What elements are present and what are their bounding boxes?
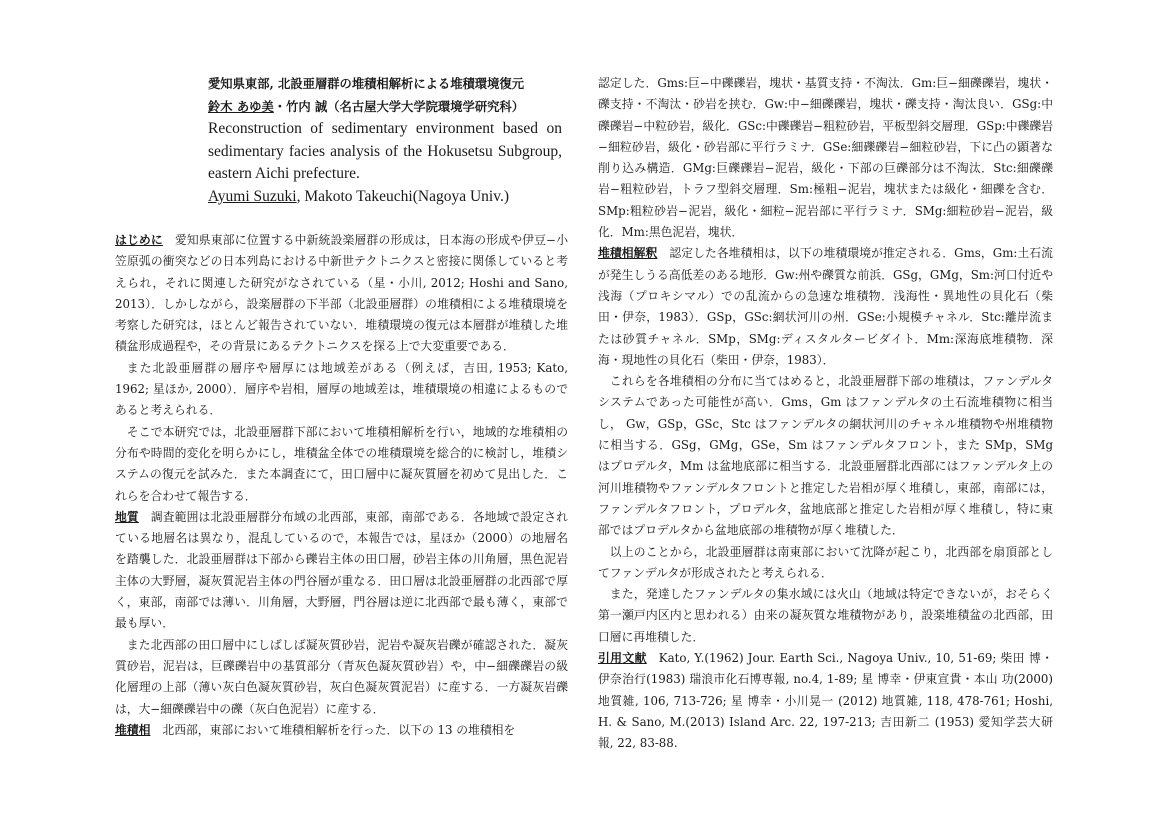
abstract-header [208, 73, 562, 209]
authors-english [208, 186, 562, 209]
presenting-author-japanese: 鈴木 あゆ美 [208, 98, 274, 114]
section-heading-references: 引用文献 [598, 651, 647, 666]
coauthor-affiliation-english: , Makoto Takeuchi(Nagoya Univ.) [296, 187, 509, 205]
facies-text-1: 北西部，東部において堆積相解析を行った．以下の 13 の堆積相を [162, 722, 516, 737]
geology-paragraph-2: また北西部の田口層中にしばしば凝灰質砂岩，泥岩や凝灰岩礫が確認された．凝灰質砂岩，泥岩は，巨礫礫岩中の基質部分（青灰色凝灰質砂岩）や，中−細礫礫岩の級化層理の上部（薄い灰白色凝灰質砂岩，灰白色凝灰質泥岩）に産する．一方凝灰岩礫は，大−細礫礫岩中の礫（灰白色泥岩）に産する． [115, 637, 568, 716]
intro-text-1: 愛知県東部に位置する中新統設楽層群の形成は，日本海の形成や伊豆−小笠原弧の衝突などの日本列島における中新世テクトニクスと密接に関係していると考えられ，それに関連した研究がなされている（星・小川, 2012; Hoshi and Sano, 2013）．しかしながら，設楽層群の下半部（北設亜層群）の堆積相による堆積環境を考察した研究は，ほとんど報告されていない．堆積環境の復元は本層群が堆積した堆積盆形成過程や，その背景にあるテクトニクスを探る上で大変重要である． [115, 233, 568, 354]
intro-paragraph-2: また北設亜層群の層序や層厚には地域差がある（例えば，吉田, 1953; Kato, 1962; 星ほか, 2000）．層序や岩相，層厚の地域差は，堆積環境の相違によるものであると考えられる． [115, 360, 568, 418]
intro-paragraph-3: そこで本研究では，北設亜層群下部において堆積相解析を行い，地域的な堆積相の分布や時間的変化を明らかにし，堆積盆全体での堆積環境を総合的に検討し，堆積システムの復元を試みた．また本調査にて，田口層中に凝灰質層を初めて見出した．これらを合わせて報告する． [115, 424, 568, 503]
interpretation-paragraph-4: また，発達したファンデルタの集水域には火山（地域は特定できないが，おそらく第一瀬戸内区内と思われる）由来の凝灰質な堆積物があり，設楽堆積盆の北西部，田口層に再堆積した． [598, 587, 1053, 644]
authors-japanese [208, 96, 562, 119]
references-paragraph [598, 648, 1053, 754]
interpretation-text-1: 認定した各堆積相は，以下の堆積環境が推定される．Gms，Gm:土石流が発生しうる高低差のある地形．Gw:州や礫質な前浜．GSg，GMg，Sm:河口付近や浅海（プロキシマル）での乱流からの急速な堆積物．浅海性・異地性の貝化石（柴田・伊奈，1983）．GSp，GSc:網状河川の州．GSe:小規模チャネル．Stc:離岸流または砂質チャネル．SMp，SMg:ディスタルタービダイト．Mm:深海底堆積物．深海・現地性の貝化石（柴田・伊奈，1983）． [598, 246, 1053, 367]
interpretation-paragraph-1 [598, 243, 1053, 371]
section-heading-geology: 地質 [115, 509, 139, 524]
section-heading-interpretation: 堆積相解釈 [598, 246, 658, 261]
intro-paragraph-1 [115, 230, 568, 358]
right-column [598, 73, 1053, 755]
section-heading-facies: 堆積相 [115, 722, 151, 737]
presenting-author-english: Ayumi Suzuki [208, 187, 297, 205]
title-english: Reconstruction of sedimentary environment based on sedimentary facies analysis of the Hokusetsu Subgroup, eastern Aichi prefecture. [208, 120, 562, 183]
coauthor-affiliation-japanese: ・竹内 誠（名古屋大学大学院環境学研究科） [273, 98, 525, 114]
section-heading-introduction: はじめに [115, 233, 163, 247]
facies-continued-paragraph: 認定した．Gms:巨−中礫礫岩，塊状・基質支持・不淘汰．Gm:巨−細礫礫岩，塊状・礫支持・不淘汰・砂岩を挟む．Gw:中−細礫礫岩，塊状・礫支持・淘汰良い．GSg:中礫礫岩−中粒砂岩，級化．GSc:中礫礫岩−粗粒砂岩，平板型斜交層理．GSp:中礫礫岩−細粒砂岩，級化・砂岩部に平行ラミナ．GSe:細礫礫岩−細粒砂岩，下に凸の顕著な削り込み構造．GMg:巨礫礫岩−泥岩，級化・下部の巨礫部分は不淘汰．Stc:細礫礫岩−粗粒砂岩，トラフ型斜交層理．Sm:極粗−泥岩，塊状または級化・細礫を含む．SMp:粗粒砂岩−泥岩，級化・細粒−泥岩部に平行ラミナ．SMg:細粒砂岩−泥岩，級化．Mm:黒色泥岩，塊状． [598, 76, 1053, 240]
title-japanese: 愛知県東部, 北設亜層群の堆積相解析による堆積環境復元 [208, 76, 524, 91]
geology-text-1: 調査範囲は北設亜層群分布域の北西部，東部，南部である．各地域で設定されている地層名は異なり，混乱しているので，本報告では，星ほか（2000）の地層名を踏襲した．北設亜層群は下部から礫岩主体の田口層，砂岩主体の川角層，黒色泥岩主体の大野層，凝灰質泥岩主体の門谷層が重なる．田口層は北設亜層群の北西部で厚く，東部，南部では薄い．川角層，大野層，門谷層は逆に北西部で最も薄く，東部で最も厚い． [115, 509, 568, 631]
left-column [115, 230, 568, 741]
interpretation-paragraph-3: 以上のことから，北設亜層群は南東部において沈降が起こり，北西部を扇頂部としてファンデルタが形成されたと考えられる． [598, 544, 1053, 580]
references-text: Kato, Y.(1962) Jour. Earth Sci., Nagoya Univ., 10, 51-69; 柴田 博・伊奈治行(1983) 瑞浪市化石博専報, no.4, 1-89; 星 博幸・伊東宣貴・本山 功(2000) 地質雑, 106, 713-726; 星 博幸・小川晃一 (2012) 地質雑, 118, 478-761; Hoshi, H. & Sano, M.(2013) Island Arc. 22, 197-213; 吉田新二 (1953) 愛知学芸大研報, 22, 83-88. [598, 651, 1053, 751]
facies-paragraph-1 [115, 720, 568, 741]
interpretation-paragraph-2: これらを各堆積相の分布に当てはめると，北設亜層群下部の堆積は，ファンデルタシステムであった可能性が高い．Gms，Gm はファンデルタの土石流堆積物に相当し， Gw，GSp，GSc，Stc はファンデルタの網状河川のチャネル堆積物や州堆積物に相当する．GSg，GMg，GSe，Sm はファンデルタフロント，また SMp，SMg はプロデルタ，Mm は盆地底部に相当する．北設亜層群北西部にはファンデルタ上の河川堆積物やファンデルタフロントと推定した岩相が厚く堆積し，東部，南部には，ファンデルタフロント，プロデルタ，盆地底部と推定した岩相が厚く堆積し，特に東部ではプロデルタから盆地底部の堆積物が厚く堆積した． [598, 374, 1053, 538]
geology-paragraph-1 [115, 507, 568, 635]
